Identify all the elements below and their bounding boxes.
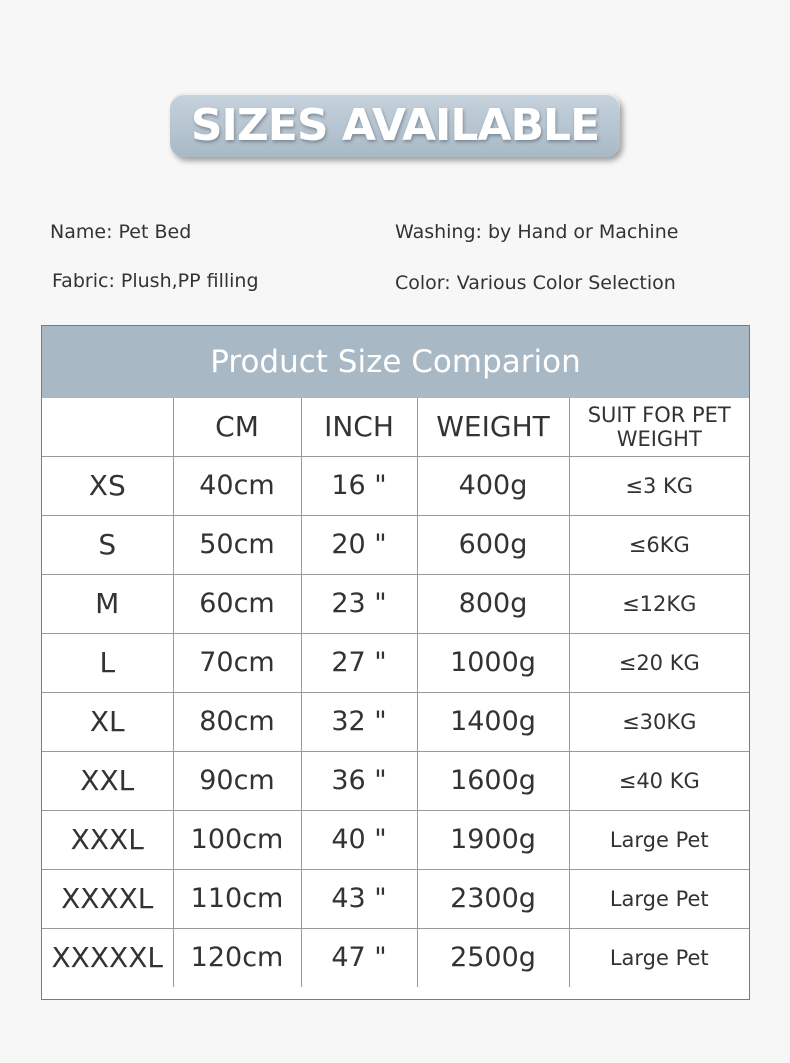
column-header: CM	[173, 398, 301, 456]
inch-cell: 36 "	[301, 751, 417, 810]
cm-cell: 120cm	[173, 928, 301, 987]
inch-cell: 47 "	[301, 928, 417, 987]
inch-cell: 40 "	[301, 810, 417, 869]
spec-color	[395, 272, 676, 294]
inch-cell: 27 "	[301, 633, 417, 692]
cm-cell: 90cm	[173, 751, 301, 810]
size-cell: S	[42, 515, 173, 574]
weight-cell: 400g	[417, 456, 569, 515]
table-row	[42, 692, 749, 751]
size-cell: XXL	[42, 751, 173, 810]
table-header-row	[42, 398, 749, 456]
weight-cell: 1900g	[417, 810, 569, 869]
size-cell: XL	[42, 692, 173, 751]
size-cell: XXXL	[42, 810, 173, 869]
spec-name-label: Name :	[50, 221, 119, 243]
cm-cell: 50cm	[173, 515, 301, 574]
pet-weight-cell: Large Pet	[569, 810, 749, 869]
weight-cell: 800g	[417, 574, 569, 633]
inch-cell: 20 "	[301, 515, 417, 574]
column-header: INCH	[301, 398, 417, 456]
table-row	[42, 928, 749, 987]
spec-fabric	[52, 270, 259, 292]
size-cell: XS	[42, 456, 173, 515]
weight-cell: 1400g	[417, 692, 569, 751]
page-title: SIZES AVAILABLE	[190, 99, 600, 151]
size-comparison-table	[42, 398, 749, 987]
pet-weight-cell: Large Pet	[569, 928, 749, 987]
spec-washing-label: Washing :	[395, 221, 488, 243]
table-title-bar	[42, 326, 749, 398]
cm-cell: 80cm	[173, 692, 301, 751]
column-header: SUIT FOR PET WEIGHT	[569, 398, 749, 456]
inch-cell: 32 "	[301, 692, 417, 751]
spec-name-value: Pet Bed	[118, 221, 192, 243]
pet-weight-cell: ≤12KG	[569, 574, 749, 633]
pet-weight-cell: Large Pet	[569, 869, 749, 928]
inch-cell: 43 "	[301, 869, 417, 928]
column-header	[42, 398, 173, 456]
size-cell: L	[42, 633, 173, 692]
inch-cell: 23 "	[301, 574, 417, 633]
weight-cell: 600g	[417, 515, 569, 574]
inch-cell: 16 "	[301, 456, 417, 515]
pet-weight-cell: ≤20 KG	[569, 633, 749, 692]
column-header: WEIGHT	[417, 398, 569, 456]
size-cell: XXXXL	[42, 869, 173, 928]
table-row	[42, 515, 749, 574]
spec-name	[50, 221, 191, 243]
cm-cell: 70cm	[173, 633, 301, 692]
cm-cell: 60cm	[173, 574, 301, 633]
spec-color-value: Various Color Selection	[456, 272, 676, 294]
weight-cell: 1000g	[417, 633, 569, 692]
size-cell: M	[42, 574, 173, 633]
pet-weight-cell: ≤6KG	[569, 515, 749, 574]
table-row	[42, 456, 749, 515]
table-row	[42, 869, 749, 928]
size-table	[41, 325, 750, 1000]
spec-fabric-value: Plush,PP filling	[120, 270, 259, 292]
table-row	[42, 574, 749, 633]
size-cell: XXXXXL	[42, 928, 173, 987]
spec-fabric-label: Fabric :	[52, 270, 121, 292]
spec-washing-value: by Hand or Machine	[488, 221, 679, 243]
spec-washing	[395, 221, 678, 243]
pet-weight-cell: ≤40 KG	[569, 751, 749, 810]
cm-cell: 40cm	[173, 456, 301, 515]
pet-weight-cell: ≤30KG	[569, 692, 749, 751]
cm-cell: 100cm	[173, 810, 301, 869]
table-row	[42, 810, 749, 869]
weight-cell: 2500g	[417, 928, 569, 987]
table-title: Product Size Comparion	[210, 344, 581, 380]
title-badge	[170, 93, 620, 157]
table-row	[42, 633, 749, 692]
weight-cell: 2300g	[417, 869, 569, 928]
cm-cell: 110cm	[173, 869, 301, 928]
spec-color-label: Color :	[395, 272, 457, 294]
table-row	[42, 751, 749, 810]
weight-cell: 1600g	[417, 751, 569, 810]
pet-weight-cell: ≤3 KG	[569, 456, 749, 515]
